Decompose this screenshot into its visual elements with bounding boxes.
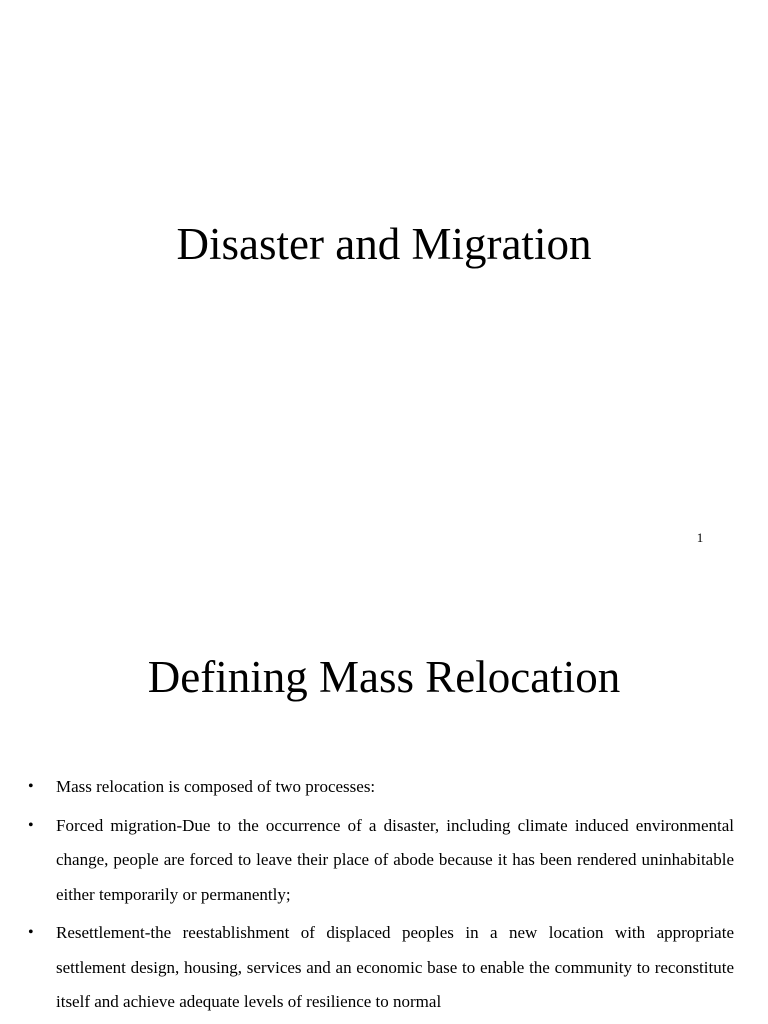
bullet-text: Forced migration-Due to the occurrence of a disaster, including climate induced environmental change, people are forced to leave their place of abode because it has been rendered uninhabitable either temporarily or permanently; <box>56 815 734 904</box>
page-number: 1 <box>696 530 704 545</box>
bullet-icon: • <box>28 924 34 941</box>
bullet-item <box>28 916 734 1020</box>
bullet-icon: • <box>28 778 34 795</box>
bullet-list <box>28 770 734 1024</box>
slide-2 <box>0 576 768 1024</box>
bullet-item <box>28 809 734 913</box>
slide-title: Disaster and Migration <box>176 219 592 269</box>
bullet-text: Mass relocation is composed of two processes: <box>56 777 376 796</box>
bullet-text: Resettlement-the reestablishment of displaced peoples in a new location with appropriate settlement design, housing, services and an economic base to enable the community to reconstitute itself and achieve adequate levels of resilience to normal <box>56 923 734 1011</box>
bullet-item <box>28 770 734 805</box>
slide-title: Defining Mass Relocation <box>147 652 621 702</box>
bullet-icon: • <box>28 816 34 834</box>
